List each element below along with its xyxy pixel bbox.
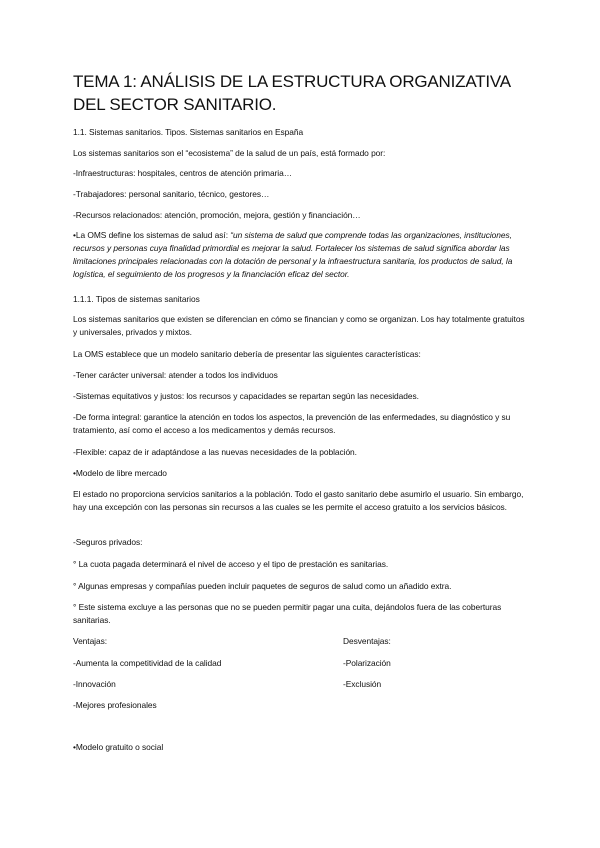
libre-mercado-paragraph: El estado no proporciona servicios sanitarios a la población. Todo el gasto sanitario debe asumirlo el usuario. Sin embargo, hay una excepción con las personas sin recursos a las cuales se les permite el acceso gratuito a los servicios básicos. xyxy=(73,489,524,512)
oms-definition-quote: “un sistema de salud que comprende todas las organizaciones, instituciones, recursos y personas cuya finalidad primordial es mejorar la salud. Fortalecer los sistemas de salud significa abordar las limitaciones principales relacionadas con la dotación de personal y la infraestructura sanitaria, los productos de salud, la logística, el seguimiento de los progresos y la financiación eficaz del sector. xyxy=(73,230,513,279)
desventaja-polarizacion: -Polarización xyxy=(343,658,391,668)
caracteristica-universal: -Tener carácter universal: atender a todos los individuos xyxy=(73,370,278,380)
libre-mercado-heading: •Modelo de libre mercado xyxy=(73,468,167,478)
ventaja-profesionales: -Mejores profesionales xyxy=(73,700,157,710)
seguros-item-exclusion: ° Este sistema excluye a las personas que no se pueden permitir pagar una cuita, dejándolos fuera de las coberturas sanitarias. xyxy=(73,602,502,625)
oms-modelo-paragraph: La OMS establece que un modelo sanitario debería de presentar las siguientes características: xyxy=(73,349,421,359)
seguros-item-cuota: ° La cuota pagada determinará el nivel de acceso y el tipo de prestación es sanitarias. xyxy=(73,559,389,569)
ventaja-innovacion: -Innovación xyxy=(73,679,116,689)
seguros-item-empresas: ° Algunas empresas y compañías pueden incluir paquetes de seguros de salud como un añadido extra. xyxy=(73,581,452,591)
section-heading-1-1: 1.1. Sistemas sanitarios. Tipos. Sistemas sanitarios en España xyxy=(73,127,304,137)
caracteristica-equitativos: -Sistemas equitativos y justos: los recursos y capacidades se repartan según las necesidades. xyxy=(73,391,419,401)
caracteristica-integral: -De forma integral: garantice la atención en todos los aspectos, la prevención de las enfermedades, su diagnóstico y su tratamiento, así como el acceso a los medicamentos y demás recursos. xyxy=(73,412,511,435)
oms-definition-lead: •La OMS define los sistemas de salud así: xyxy=(73,230,228,240)
desventajas-heading: Desventajas: xyxy=(343,636,391,646)
intro-paragraph: Los sistemas sanitarios son el “ecosistema” de la salud de un país, está formado por: xyxy=(73,148,386,158)
list-item-recursos: -Recursos relacionados: atención, promoción, mejora, gestión y financiación… xyxy=(73,210,361,220)
list-item-trabajadores: -Trabajadores: personal sanitario, técnico, gestores… xyxy=(73,189,270,199)
modelo-gratuito-heading: •Modelo gratuito o social xyxy=(73,742,164,752)
list-item-infraestructuras: -Infraestructuras: hospitales, centros de atención primaria… xyxy=(73,168,293,178)
document-title: TEMA 1: ANÁLISIS DE LA ESTRUCTURA ORGANIZATIVA DEL SECTOR SANITARIO. xyxy=(73,72,511,114)
caracteristica-flexible: -Flexible: capaz de ir adaptándose a las nuevas necesidades de la población. xyxy=(73,447,357,457)
ventaja-competitividad: -Aumenta la competitividad de la calidad xyxy=(73,658,222,668)
ventajas-heading: Ventajas: xyxy=(73,636,108,646)
section-heading-1-1-1: 1.1.1. Tipos de sistemas sanitarios xyxy=(73,294,200,304)
seguros-privados-heading: -Seguros privados: xyxy=(73,537,143,547)
oms-definition-paragraph xyxy=(73,229,528,281)
tipos-paragraph: Los sistemas sanitarios que existen se diferencian en cómo se financian y como se organizan. Los hay totalmente gratuitos y universales, privados y mixtos. xyxy=(73,314,525,337)
desventaja-exclusion: -Exclusión xyxy=(343,679,382,689)
